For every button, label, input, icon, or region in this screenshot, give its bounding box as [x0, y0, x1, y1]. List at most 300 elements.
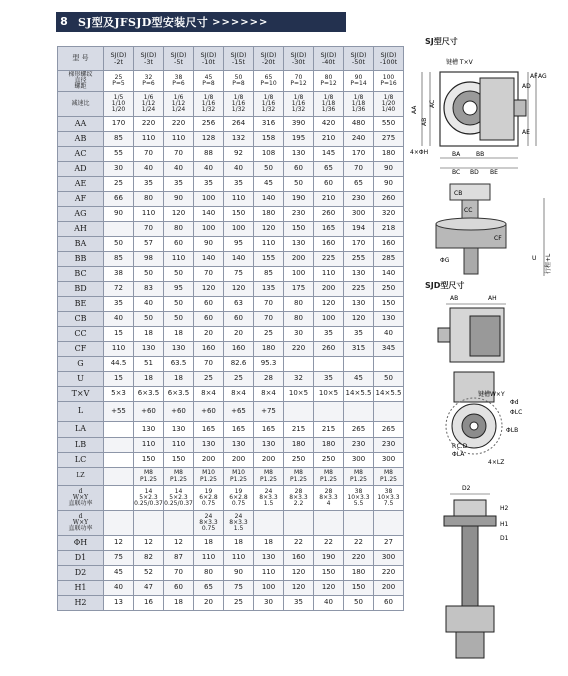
table-cell: 100: [284, 267, 314, 282]
model-header: SJ(D) -30t: [284, 47, 314, 71]
table-cell: [284, 402, 314, 422]
table-cell: 108: [254, 147, 284, 162]
holes-label: 4×ΦH: [410, 149, 429, 156]
table-cell: 20: [194, 596, 224, 611]
table-cell: 345: [374, 342, 404, 357]
table-cell: 1/6 1/12 1/24: [134, 92, 164, 117]
table-cell: 300: [344, 453, 374, 468]
table-cell: 18: [134, 372, 164, 387]
table-cell: 1/8 1/20 1/40: [374, 92, 404, 117]
table-cell: 170: [344, 237, 374, 252]
table-cell: 25: [104, 177, 134, 192]
table-cell: 150: [134, 453, 164, 468]
table-cell: 50 P=8: [224, 71, 254, 92]
table-cell: 120: [254, 222, 284, 237]
table-cell: 120: [164, 207, 194, 222]
table-row: [58, 267, 404, 282]
table-cell: 110: [134, 207, 164, 222]
table-cell: 18: [134, 327, 164, 342]
table-cell: 110: [164, 438, 194, 453]
table-cell: 95: [164, 282, 194, 297]
table-cell: [104, 511, 134, 536]
table-cell: 200: [224, 453, 254, 468]
row-label: H1: [58, 581, 104, 596]
row-label: CF: [58, 342, 104, 357]
table-cell: 120: [344, 312, 374, 327]
table-cell: 220: [164, 117, 194, 132]
table-cell: 100: [194, 192, 224, 207]
table-row: [58, 453, 404, 468]
u-label: U: [532, 255, 537, 262]
table-cell: 55: [104, 147, 134, 162]
table-cell: 80: [284, 297, 314, 312]
table-cell: 10×5: [284, 387, 314, 402]
page-title: SJ型及JFSJD型安装尺寸: [78, 16, 209, 29]
table-cell: 28: [254, 372, 284, 387]
table-cell: +60: [134, 402, 164, 422]
table-cell: 88: [194, 147, 224, 162]
table-cell: 35: [314, 372, 344, 387]
ad-label: AD: [522, 83, 531, 90]
nut-drawing: [440, 482, 520, 666]
table-cell: 60: [164, 581, 194, 596]
table-cell: [104, 222, 134, 237]
table-cell: 65: [314, 162, 344, 177]
h2-label: H2: [500, 505, 509, 512]
row-label: L: [58, 402, 104, 422]
row-label: BA: [58, 237, 104, 252]
table-cell: 30: [254, 596, 284, 611]
table-cell: 85: [254, 267, 284, 282]
table-cell: 50: [134, 267, 164, 282]
table-cell: 175: [284, 282, 314, 297]
table-cell: 32 P=6: [134, 71, 164, 92]
table-cell: 315: [344, 342, 374, 357]
table-cell: 63.5: [164, 357, 194, 372]
table-cell: 110: [134, 438, 164, 453]
table-cell: +60: [194, 402, 224, 422]
model-header: SJ(D) -20t: [254, 47, 284, 71]
table-cell: 90 P=14: [344, 71, 374, 92]
table-cell: 160: [374, 237, 404, 252]
table-cell: 150: [374, 297, 404, 312]
table-row: [58, 581, 404, 596]
table-cell: 80 P=12: [314, 71, 344, 92]
stroke-label: 行程+L: [545, 253, 552, 274]
table-cell: 65: [194, 581, 224, 596]
cf-label: CF: [494, 235, 502, 242]
phi-g-label: ΦG: [440, 257, 450, 264]
table-cell: 45: [104, 566, 134, 581]
row-label: AB: [58, 132, 104, 147]
row-label: CC: [58, 327, 104, 342]
table-cell: 160: [194, 342, 224, 357]
table-row: [58, 177, 404, 192]
table-cell: 18: [254, 536, 284, 551]
table-cell: 90: [374, 162, 404, 177]
h1-label: H1: [500, 521, 509, 528]
table-cell: 130: [344, 267, 374, 282]
table-cell: 14×5.5: [344, 387, 374, 402]
table-cell: 40: [314, 596, 344, 611]
table-cell: 45 P=8: [194, 71, 224, 92]
table-cell: 250: [314, 453, 344, 468]
table-cell: 120: [314, 581, 344, 596]
table-cell: 190: [284, 192, 314, 207]
row-label: ΦH: [58, 536, 104, 551]
table-cell: 220: [374, 566, 404, 581]
table-row: [58, 551, 404, 566]
table-cell: [164, 511, 194, 536]
ab-label: AB: [421, 117, 428, 126]
table-cell: 130: [164, 342, 194, 357]
row-label: 梯形螺纹 直径 螺距: [58, 71, 104, 92]
table-cell: 180: [344, 566, 374, 581]
table-cell: 15: [104, 327, 134, 342]
table-cell: 130: [374, 312, 404, 327]
table-cell: [314, 402, 344, 422]
ac-label: AC: [429, 99, 436, 108]
table-cell: 1/8 1/18 1/36: [314, 92, 344, 117]
table-row: [58, 117, 404, 132]
table-cell: +60: [164, 402, 194, 422]
table-cell: [254, 511, 284, 536]
ag-label: AG: [538, 73, 547, 80]
table-cell: 200: [314, 282, 344, 297]
table-cell: 14 5×2.3 0.25/0.37: [134, 486, 164, 511]
table-cell: 150: [284, 222, 314, 237]
table-cell: 110: [254, 237, 284, 252]
phi-lb-label: ΦLB: [506, 427, 519, 434]
row-label: CB: [58, 312, 104, 327]
pcd-label: P.C.D: [452, 443, 468, 450]
table-cell: 50: [284, 177, 314, 192]
table-cell: [134, 511, 164, 536]
table-cell: [104, 453, 134, 468]
table-cell: M8 P1.25: [134, 468, 164, 486]
table-cell: 20: [224, 327, 254, 342]
table-cell: 130: [194, 438, 224, 453]
model-header: SJ(D) -3t: [134, 47, 164, 71]
table-cell: 90: [104, 207, 134, 222]
table-cell: 150: [314, 566, 344, 581]
table-cell: 80: [284, 312, 314, 327]
table-row: [58, 342, 404, 357]
table-row: [58, 468, 404, 486]
table-cell: M8 P1.25: [314, 468, 344, 486]
table-cell: 180: [254, 342, 284, 357]
table-cell: 220: [284, 342, 314, 357]
table-cell: 66: [104, 192, 134, 207]
table-cell: 1/8 1/16 1/32: [224, 92, 254, 117]
table-cell: +55: [104, 402, 134, 422]
table-cell: 255: [344, 252, 374, 267]
table-cell: 130: [134, 342, 164, 357]
table-cell: 130: [254, 551, 284, 566]
table-cell: 165: [314, 222, 344, 237]
table-cell: 24 8×3.3 1.5: [254, 486, 284, 511]
table-cell: 35: [314, 327, 344, 342]
table-cell: 140: [194, 207, 224, 222]
row-label: AA: [58, 117, 104, 132]
table-cell: 47: [134, 581, 164, 596]
table-cell: 72: [104, 282, 134, 297]
table-cell: 110: [134, 132, 164, 147]
table-cell: 132: [224, 132, 254, 147]
table-cell: 100: [254, 581, 284, 596]
row-label: AF: [58, 192, 104, 207]
table-cell: 110: [314, 267, 344, 282]
model-header: SJ(D) -5t: [164, 47, 194, 71]
table-cell: 225: [314, 252, 344, 267]
table-cell: 50: [254, 162, 284, 177]
table-cell: 215: [284, 422, 314, 438]
phi-la-label: ΦLA: [452, 451, 465, 458]
table-cell: [374, 402, 404, 422]
row-label: BC: [58, 267, 104, 282]
table-cell: 70: [194, 267, 224, 282]
table-cell: 130: [224, 438, 254, 453]
table-cell: M8 P1.25: [164, 468, 194, 486]
table-cell: 165: [194, 422, 224, 438]
table-cell: 210: [314, 132, 344, 147]
table-cell: 160: [284, 551, 314, 566]
table-cell: 90: [224, 566, 254, 581]
table-cell: 275: [374, 132, 404, 147]
row-label: BD: [58, 282, 104, 297]
table-cell: 10×5: [314, 387, 344, 402]
table-cell: 18: [164, 372, 194, 387]
table-cell: 390: [284, 117, 314, 132]
table-cell: 50: [374, 372, 404, 387]
table-row: [58, 566, 404, 581]
table-cell: 40: [104, 581, 134, 596]
table-cell: 38 10×3.3 5.5: [344, 486, 374, 511]
table-cell: 50: [344, 596, 374, 611]
table-cell: 18: [224, 536, 254, 551]
table-cell: 130: [134, 422, 164, 438]
table-cell: 57: [134, 237, 164, 252]
table-cell: M10 P1.25: [194, 468, 224, 486]
row-label: D1: [58, 551, 104, 566]
table-cell: 285: [374, 252, 404, 267]
table-cell: 18: [164, 596, 194, 611]
table-row: [58, 92, 404, 117]
table-row: [58, 297, 404, 312]
table-cell: [374, 511, 404, 536]
row-label: H2: [58, 596, 104, 611]
table-cell: 70: [194, 357, 224, 372]
table-cell: 25: [224, 596, 254, 611]
table-cell: 130: [344, 297, 374, 312]
table-cell: 50: [164, 267, 194, 282]
table-cell: 90: [194, 237, 224, 252]
d2-label: D2: [462, 485, 471, 492]
table-cell: 20: [194, 327, 224, 342]
table-row: [58, 372, 404, 387]
row-label: d W×Y 直联功率: [58, 486, 104, 511]
table-cell: 14 5×2.3 0.25/0.37: [164, 486, 194, 511]
d1-label: D1: [500, 535, 509, 542]
sjd-drawing: [410, 292, 560, 470]
spec-table-head: [58, 47, 404, 71]
table-cell: 65: [344, 177, 374, 192]
table-cell: 200: [254, 453, 284, 468]
row-label: AE: [58, 177, 104, 192]
row-label: D2: [58, 566, 104, 581]
table-cell: +75: [254, 402, 284, 422]
table-cell: 70: [344, 162, 374, 177]
bb-label: BB: [476, 151, 485, 158]
table-cell: 50: [164, 297, 194, 312]
table-cell: 38 10×3.3 7.5: [374, 486, 404, 511]
table-cell: 1/8 1/16 1/32: [284, 92, 314, 117]
table-cell: 52: [134, 566, 164, 581]
table-cell: 165: [224, 422, 254, 438]
table-cell: +65: [224, 402, 254, 422]
table-cell: M8 P1.25: [284, 468, 314, 486]
table-cell: 80: [194, 566, 224, 581]
table-cell: 35: [284, 596, 314, 611]
table-row: [58, 511, 404, 536]
table-cell: 50: [104, 237, 134, 252]
table-cell: 13: [104, 596, 134, 611]
table-cell: [374, 357, 404, 372]
table-cell: 160: [224, 342, 254, 357]
table-cell: 22: [284, 536, 314, 551]
table-row: [58, 312, 404, 327]
table-cell: 150: [344, 581, 374, 596]
table-cell: 130: [284, 237, 314, 252]
table-cell: 85: [104, 252, 134, 267]
table-cell: [344, 402, 374, 422]
sjd-ah-label: AH: [488, 295, 497, 302]
table-row: [58, 192, 404, 207]
table-cell: 110: [104, 342, 134, 357]
table-row: [58, 536, 404, 551]
cc-label: CC: [464, 207, 473, 214]
sj-drawing-title: SJ型尺寸: [425, 37, 458, 46]
table-cell: 60: [224, 312, 254, 327]
table-cell: 28 8×3.3 4: [314, 486, 344, 511]
table-cell: 220: [344, 551, 374, 566]
model-header: SJ(D) -100t: [374, 47, 404, 71]
table-cell: 60: [374, 596, 404, 611]
bc-label: BC: [452, 169, 461, 176]
ae-label: AE: [522, 129, 530, 136]
ba-label: BA: [452, 151, 461, 158]
table-cell: 180: [284, 438, 314, 453]
table-cell: 150: [224, 207, 254, 222]
table-cell: 240: [344, 132, 374, 147]
table-cell: 300: [374, 453, 404, 468]
table-cell: 130: [284, 147, 314, 162]
table-cell: 130: [164, 422, 194, 438]
table-cell: 128: [194, 132, 224, 147]
table-cell: M10 P1.25: [224, 468, 254, 486]
table-cell: 230: [344, 192, 374, 207]
table-cell: 70: [134, 222, 164, 237]
table-cell: 110: [164, 132, 194, 147]
table-cell: 300: [374, 551, 404, 566]
table-row: [58, 282, 404, 297]
table-cell: 60: [314, 177, 344, 192]
phi-d-label: Φd: [510, 399, 519, 406]
table-cell: 90: [164, 192, 194, 207]
table-cell: 87: [164, 551, 194, 566]
table-cell: 265: [374, 422, 404, 438]
table-cell: 120: [194, 282, 224, 297]
table-cell: 140: [254, 192, 284, 207]
table-cell: 316: [254, 117, 284, 132]
row-label: AH: [58, 222, 104, 237]
table-cell: 200: [374, 581, 404, 596]
table-cell: 38: [104, 267, 134, 282]
table-cell: 170: [104, 117, 134, 132]
table-cell: 100 P=16: [374, 71, 404, 92]
table-cell: 80: [134, 192, 164, 207]
table-cell: 95.3: [254, 357, 284, 372]
sjd-ab-label: AB: [450, 295, 459, 302]
table-cell: 1/5 1/10 1/20: [104, 92, 134, 117]
table-row: [58, 438, 404, 453]
table-cell: [344, 357, 374, 372]
table-cell: 8×4: [224, 387, 254, 402]
table-cell: 165: [254, 422, 284, 438]
table-cell: 180: [374, 147, 404, 162]
table-cell: 30: [284, 327, 314, 342]
page-header: [60, 12, 346, 32]
table-cell: 15: [104, 372, 134, 387]
aa-label: AA: [411, 105, 418, 114]
table-cell: 50: [164, 312, 194, 327]
table-cell: 200: [194, 453, 224, 468]
table-cell: 90: [374, 177, 404, 192]
table-cell: 40: [224, 162, 254, 177]
holes-lz-label: 4×LZ: [488, 459, 505, 466]
table-cell: 230: [344, 438, 374, 453]
table-cell: 70 P=12: [284, 71, 314, 92]
table-cell: 158: [254, 132, 284, 147]
table-cell: 35: [134, 177, 164, 192]
table-cell: 260: [374, 192, 404, 207]
table-cell: 60: [194, 312, 224, 327]
row-label: AG: [58, 207, 104, 222]
table-cell: 264: [224, 117, 254, 132]
table-cell: 35: [104, 297, 134, 312]
table-cell: [344, 511, 374, 536]
table-cell: 145: [314, 147, 344, 162]
table-row: [58, 422, 404, 438]
table-cell: 25: [194, 372, 224, 387]
table-cell: [314, 357, 344, 372]
table-cell: 70: [254, 297, 284, 312]
cb-label: CB: [454, 190, 463, 197]
model-header: SJ(D) -2t: [104, 47, 134, 71]
row-label: U: [58, 372, 104, 387]
page-number: 8: [56, 12, 72, 32]
table-cell: 40: [104, 312, 134, 327]
table-cell: 40: [164, 162, 194, 177]
table-cell: 100: [314, 312, 344, 327]
af-label: AF: [530, 73, 538, 80]
table-cell: 40: [134, 162, 164, 177]
table-row: [58, 132, 404, 147]
table-row: [58, 402, 404, 422]
table-cell: 135: [254, 282, 284, 297]
table-cell: 25 P=5: [104, 71, 134, 92]
table-cell: 50: [134, 312, 164, 327]
